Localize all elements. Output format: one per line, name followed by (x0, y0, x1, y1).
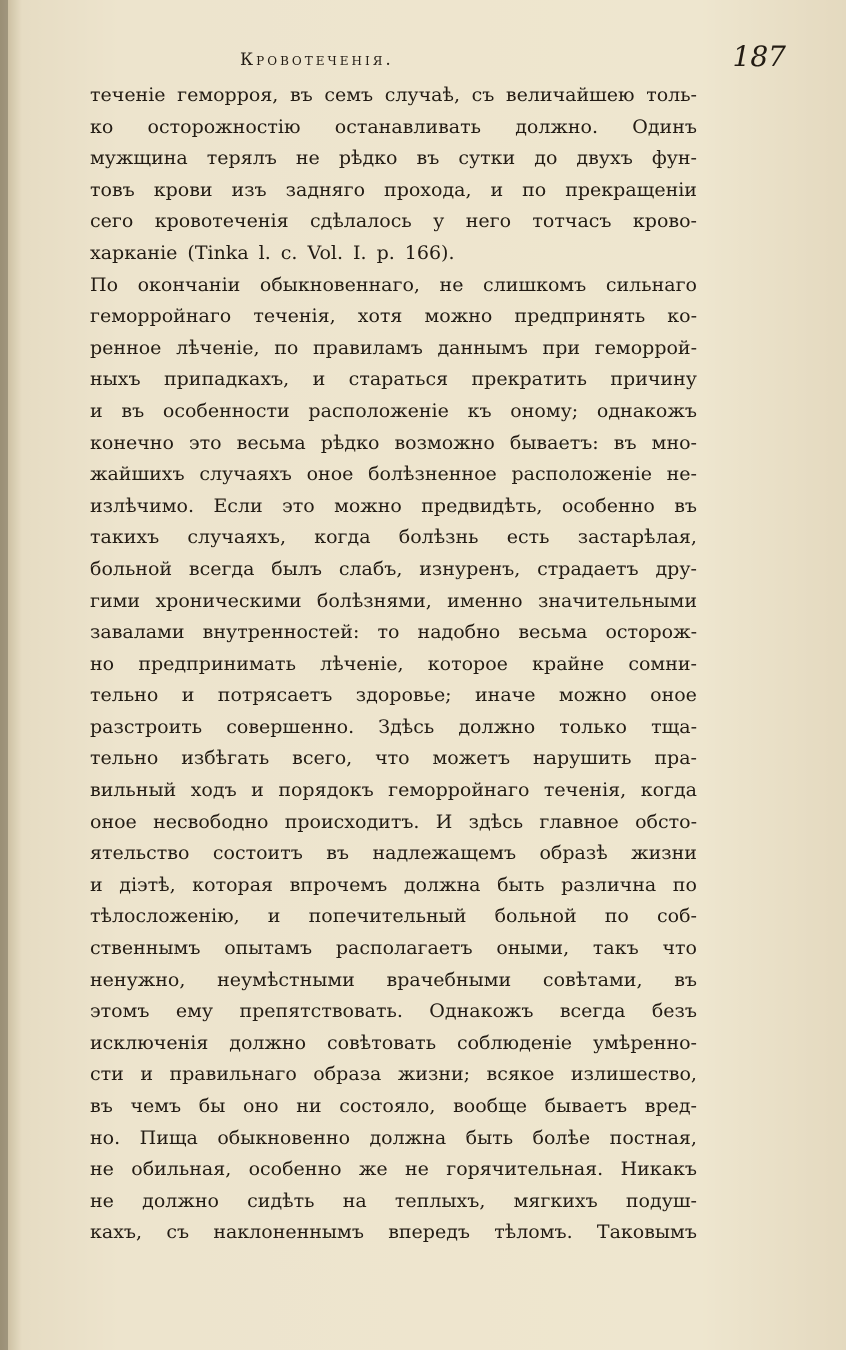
text-line: тельно избѣгать всего, что можетъ нарушить пра- (90, 747, 697, 770)
text-line: исключенія должно совѣтовать соблюденіе умѣренно- (90, 1031, 697, 1054)
text-line: разстроить совершенно. Здѣсь должно только тща- (90, 715, 697, 738)
text-line: харканіе (Tinka l. c. Vol. I. p. 166). (90, 241, 455, 264)
text-line: оное несвободно происходитъ. И здѣсь главное обсто- (90, 810, 697, 833)
text-line: ныхъ припадкахъ, и стараться прекратить причину (90, 368, 697, 391)
text-line: вильный ходъ и порядокъ геморройнаго теченія, когда (90, 779, 697, 802)
text-line: и въ особенности расположеніе къ оному; однакожъ (90, 399, 697, 422)
text-line: и діэтѣ, которая впрочемъ должна быть различна по (90, 873, 697, 896)
text-line: но предпринимать лѣченіе, которое крайне сомни- (90, 652, 697, 675)
page-header (90, 40, 786, 80)
text-line: мужщина терялъ не рѣдко въ сутки до двухъ фун- (90, 147, 697, 170)
text-line: но. Пища обыкновенно должна быть болѣе постная, (90, 1126, 697, 1149)
text-line: не должно сидѣть на теплыхъ, мягкихъ подуш- (90, 1189, 697, 1212)
text-line: конечно это весьма рѣдко возможно бываетъ: въ мно- (90, 431, 697, 454)
text-line: геморройнаго теченія, хотя можно предпринять ко- (90, 305, 697, 328)
text-line: сего кровотеченія сдѣлалось у него тотчасъ крово- (90, 210, 697, 233)
text-line: сти и правильнаго образа жизни; всякое излишество, (90, 1063, 697, 1086)
text-line: ятельство состоитъ въ надлежащемъ образѣ жизни (90, 842, 697, 865)
text-line: жайшихъ случаяхъ оное болѣзненное расположеніе не- (90, 463, 697, 486)
text-line: теченіе геморроя, въ семъ случаѣ, съ величайшею толь- (90, 84, 697, 106)
text-line: такихъ случаяхъ, когда болѣзнь есть застарѣлая, (90, 526, 697, 549)
text-line: больной всегда былъ слабъ, изнуренъ, страдаетъ дру- (90, 557, 697, 580)
text-line: гими хроническими болѣзнями, именно значительными (90, 589, 697, 612)
text-line: излѣчимо. Если это можно предвидѣть, особенно въ (90, 494, 697, 517)
text-line: По окончаніи обыкновеннаго, не слишкомъ сильнаго (90, 273, 697, 296)
text-body (90, 84, 697, 1253)
text-line: завалами внутренностей: то надобно весьма осторож- (90, 621, 697, 644)
running-head: Кровотеченія. (240, 50, 394, 70)
text-line: товъ крови изъ задняго прохода, и по прекращеніи (90, 178, 697, 201)
text-line: ненужно, неумѣстными врачебными совѣтами, въ (90, 968, 697, 991)
text-line: тельно и потрясаетъ здоровье; иначе можно оное (90, 684, 697, 707)
text-line: этомъ ему препятствовать. Однакожъ всегда безъ (90, 1000, 697, 1023)
text-line: ко осторожностію останавливать должно. Одинъ (90, 115, 697, 138)
text-line: тѣлосложенію, и попечительный больной по соб- (90, 905, 697, 928)
text-line: ренное лѣченіе, по правиламъ даннымъ при геморрой- (90, 336, 697, 359)
page-number: 187 (732, 40, 786, 73)
text-line: не обильная, особенно же не горячительная. Никакъ (90, 1158, 697, 1181)
text-line: кахъ, съ наклоненнымъ впередъ тѣломъ. Таковымъ (90, 1221, 697, 1244)
text-line: въ чемъ бы оно ни состояло, вообще бываетъ вред- (90, 1095, 697, 1117)
text-line: ственнымъ опытамъ располагаетъ оными, такъ что (90, 937, 697, 960)
